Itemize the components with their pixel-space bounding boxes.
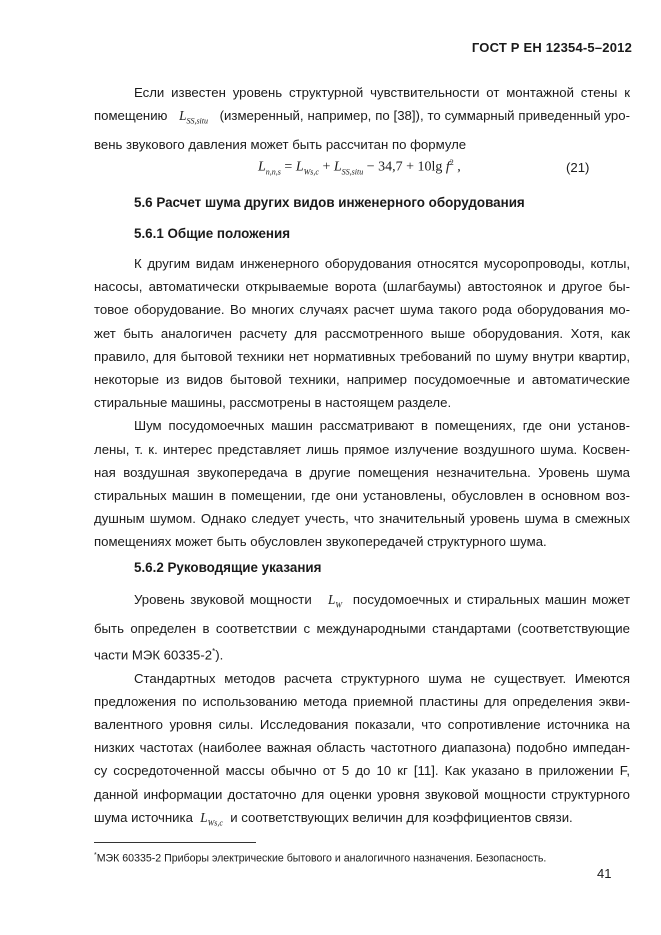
symbol-l-ss-situ: $L_{SS,situ}$: [179, 108, 208, 126]
footnote: *МЭК 60335-2 Приборы электрические бытового и аналогичного назначения. Безопасность.: [94, 852, 547, 865]
formula-21: $L_{n,n,s} = L_{Ws,c} + L_{SS,situ} - 34,7 + 10\lg$ $f^2$ ,: [258, 158, 461, 177]
intro-line-3: вень звукового давления может быть рассчитан по формуле: [94, 137, 467, 153]
section-5-6-1-body: К другим видам инженерного оборудования относятся мусоропроводы, котлы, насосы, автоматически открываемые ворота (шлагбаумы) автостоянок и другое бы- товое оборудование. Во многих случаях расчет шума такого рода оборудования мо- жет быть аналогичен расчету для рассмотренного выше оборудования. Хотя, как правило, для бытовой техники нет нормативных требований по шуму внутри квартир, некоторые из видов бытовой техники, например посудомоечные и автоматические стиральные машины, рассмотрены в настоящем разделе. Шум посудомоечных машин рассматривают в помещениях, где они установ- лены, т. к. интерес представляет лишь прямое излучение воздушного шума. Косвен- ная воздушная звукопередача в другие помещения незначительна. Уровень шума стиральных машин в помещении, где они установлены, обусловлен в основном воз- душным шумом. Однако следует учесть, что значительный уровень шума в смежных помещениях может быть обусловлен звукопередачей структурного шума.: [94, 256, 630, 550]
intro-paragraph: [94, 81, 630, 156]
document-header: ГОСТ Р ЕН 12354-5–2012: [471, 40, 632, 55]
equation-number: (21): [566, 160, 590, 175]
lw-sentence-line: Уровень звуковой мощности $L_W$ посудомоечных и стиральных машин может: [134, 592, 631, 610]
section-5-6-2-heading: 5.6.2 Руководящие указания: [134, 560, 322, 575]
footnote-marker: *: [212, 647, 216, 657]
intro-line-1: Если известен уровень структурной чувствительности от монтажной стены к: [134, 85, 630, 100]
section-5-6-2-body: Уровень звуковой мощности $L_W$ посудомоечных и стиральных машин может быть определен в соответствии с международными стандартами (соответствующие части МЭК 60335-2*). Стандартных методов расчета структурного шума не существует. Имеются предложения по использованию метода приемной пластины для определения экви- валентного уровня силы. Исследования показали, что сопротивление источника на низких частотах (наиболее важная область частотного диапазона) подобно импедан- су сосредоточенной массы обычно от 5 до 10 кг [11]. Как указано в приложении F, данной информации достаточно для оценки уровня звуковой мощности структурного шума источника $L_{Ws,c}$ и соответствующих величин для коэффициентов связи.: [94, 588, 630, 835]
section-5-6-1-heading: 5.6.1 Общие положения: [134, 226, 291, 241]
symbol-lws-c: $L_{Ws,c}$: [200, 809, 223, 828]
symbol-lw: $L_W$: [328, 592, 343, 610]
intro-line-2: помещению $L_{SS,situ}$ (измеренный, например, по [38]), то суммарный приведенный уро-: [94, 108, 630, 126]
section-5-6-heading: 5.6 Расчет шума других видов инженерного оборудования: [134, 195, 525, 210]
footnote-separator: [94, 842, 256, 843]
page-number: 41: [597, 866, 612, 881]
